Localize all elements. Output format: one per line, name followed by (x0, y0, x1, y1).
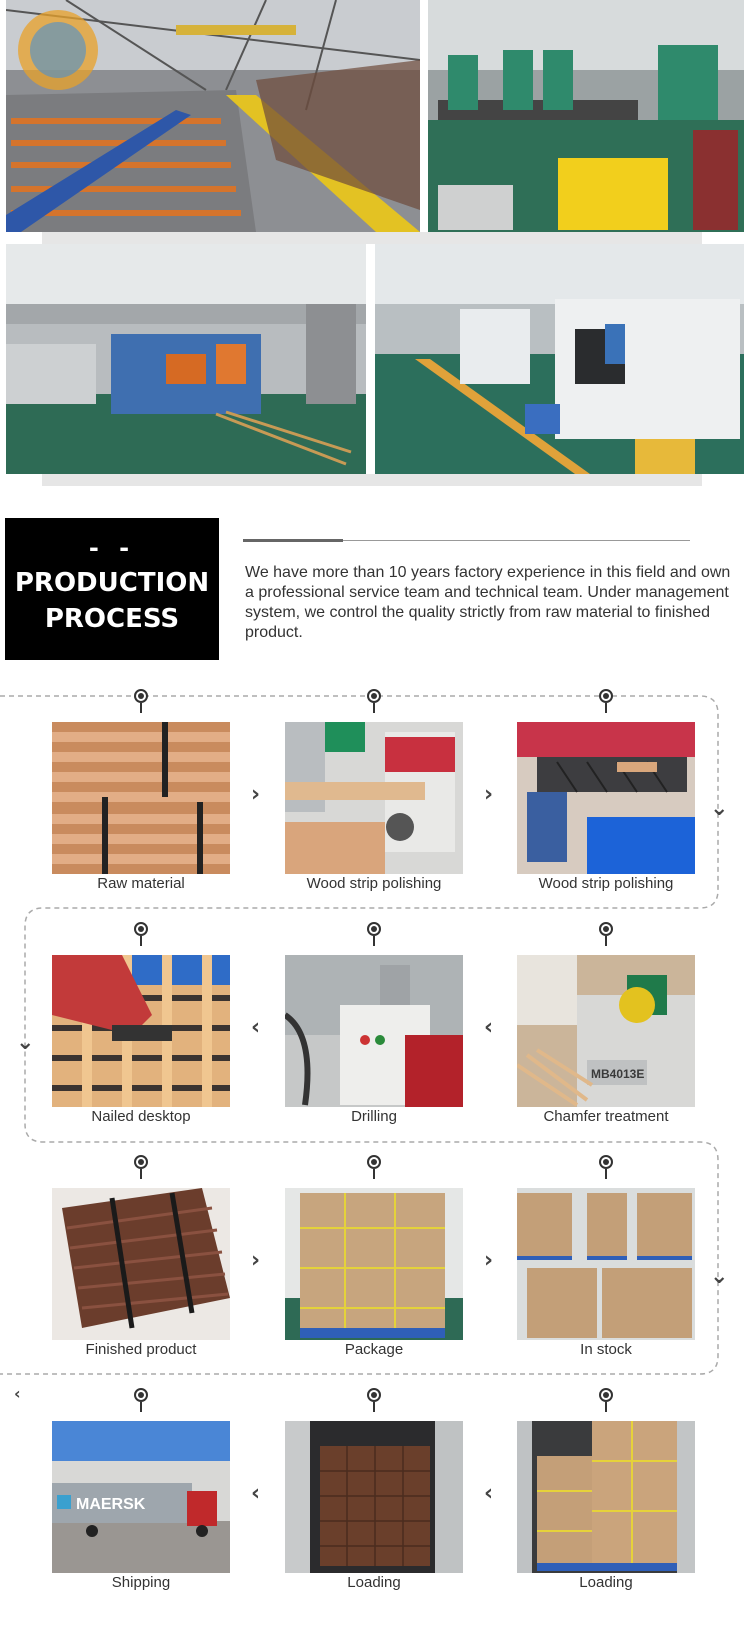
step-label: Loading (579, 1574, 633, 1591)
photo-shadow-bar (42, 474, 702, 486)
title-line-2: PROCESS (44, 604, 180, 634)
title-line-1: PRODUCTION (14, 568, 210, 598)
intro-paragraph: We have more than 10 years factory experience in this field and own a professional service team and technical team. Under management system, we control the quality strictly from raw material to finished product. (245, 564, 731, 641)
step-image-loading-2 (517, 1421, 695, 1573)
chevron-right-icon: › (484, 1248, 494, 1273)
step-label: Package (344, 1341, 404, 1358)
pin-marker-icon (367, 922, 381, 936)
step-image-chamfer-treatment (517, 955, 695, 1107)
step-image-package (285, 1188, 463, 1340)
intro-divider-accent (243, 539, 343, 542)
title-dashes: - - (88, 534, 136, 562)
step-label: Wood strip polishing (538, 875, 674, 892)
step-image-drilling (285, 955, 463, 1107)
step-image-nailed-desktop (52, 955, 230, 1107)
pin-marker-icon (599, 689, 613, 703)
chevron-down-icon: ⌄ (710, 1264, 729, 1289)
pin-marker-icon (599, 1155, 613, 1169)
factory-photo-cnc-lathe (375, 244, 744, 474)
step-image-raw-material (52, 722, 230, 874)
step-image-shipping (52, 1421, 230, 1573)
step-image-finished-product (52, 1188, 230, 1340)
chevron-right-icon: › (251, 782, 261, 807)
step-label: Shipping (111, 1574, 171, 1591)
pin-marker-icon (134, 1388, 148, 1402)
pin-marker-icon (134, 922, 148, 936)
step-image-wood-strip-polishing (285, 722, 463, 874)
pin-marker-icon (599, 1388, 613, 1402)
step-label: Chamfer treatment (543, 1108, 669, 1125)
step-label: Wood strip polishing (306, 875, 442, 892)
truck-container-text: MAERSK (76, 1496, 146, 1513)
factory-photo-drill-press (428, 0, 744, 232)
step-label: Finished product (85, 1341, 197, 1358)
step-image-in-stock (517, 1188, 695, 1340)
chevron-right-icon: › (484, 782, 494, 807)
photo-shadow-bar (42, 232, 702, 244)
chevron-left-icon: ‹ (14, 1384, 21, 1403)
step-label: In stock (580, 1341, 632, 1358)
production-process-title (5, 518, 219, 660)
chevron-left-icon: ‹ (484, 1481, 494, 1506)
chevron-left-icon: ‹ (484, 1015, 494, 1040)
pin-marker-icon (599, 922, 613, 936)
pin-marker-icon (367, 1388, 381, 1402)
pin-marker-icon (134, 1155, 148, 1169)
pin-marker-icon (367, 1155, 381, 1169)
factory-photo-conveyor (6, 0, 420, 232)
step-label: Loading (347, 1574, 401, 1591)
chevron-left-icon: ‹ (251, 1015, 261, 1040)
step-label: Drilling (351, 1108, 397, 1125)
machine-label: MB4013E (591, 1067, 645, 1081)
chevron-right-icon: › (251, 1248, 261, 1273)
step-label: Nailed desktop (91, 1108, 191, 1125)
step-label: Raw material (97, 875, 185, 892)
pin-marker-icon (134, 689, 148, 703)
factory-photo-pipe-bender (6, 244, 366, 474)
pin-marker-icon (367, 689, 381, 703)
step-image-wood-strip-polishing-2 (517, 722, 695, 874)
step-image-loading (285, 1421, 463, 1573)
chevron-down-icon: ⌄ (710, 796, 729, 821)
chevron-left-icon: ‹ (251, 1481, 261, 1506)
chevron-down-icon: ⌄ (16, 1030, 35, 1055)
